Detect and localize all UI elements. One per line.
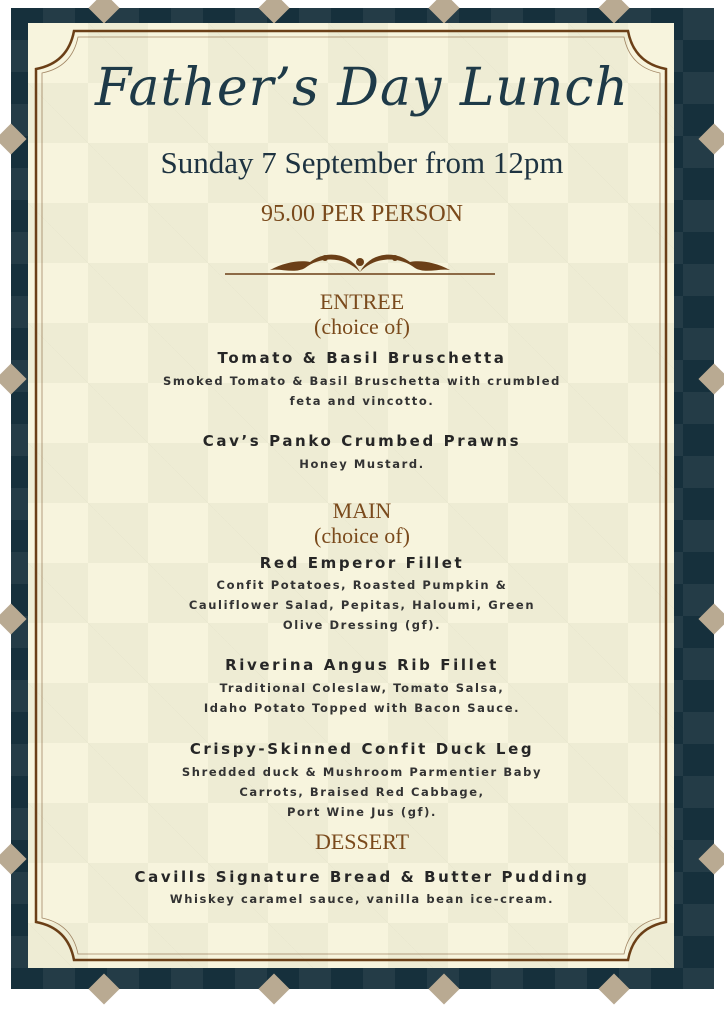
section-heading-entree: ENTREE (319, 289, 405, 314)
dish-description: Idaho Potato Topped with Bacon Sauce. (203, 701, 521, 715)
dish-description: Traditional Coleslaw, Tomato Salsa, (219, 681, 505, 695)
dish-name: Cavills Signature Bread & Butter Pudding (134, 868, 590, 886)
section-heading-main: MAIN (332, 498, 392, 523)
dish-description: Whiskey caramel sauce, vanilla bean ice-cream. (169, 892, 555, 906)
dish-description: Cauliflower Salad, Pepitas, Haloumi, Green (188, 598, 536, 612)
dish-name: Riverina Angus Rib Fillet (225, 656, 499, 674)
border-diamond (88, 0, 119, 24)
section-heading-dessert: DESSERT (314, 829, 410, 854)
dish-name: Cav’s Panko Crumbed Prawns (202, 432, 522, 450)
dish-description: Shredded duck & Mushroom Parmentier Baby (181, 765, 543, 779)
event-date: Sunday 7 September from 12pm (160, 145, 564, 180)
border-diamond (428, 973, 459, 1004)
dish-description: Confit Potatoes, Roasted Pumpkin & (216, 578, 508, 592)
border-diamond (258, 973, 289, 1004)
section-subheading-main: (choice of) (314, 523, 410, 548)
dish-description: Carrots, Braised Red Cabbage, (239, 785, 485, 799)
dish-description: feta and vincotto. (289, 394, 435, 408)
dish-name: Red Emperor Fillet (259, 554, 465, 572)
border-diamond (428, 0, 459, 24)
dish-description: Smoked Tomato & Basil Bruschetta with crumbled (163, 374, 561, 388)
border-diamond (598, 973, 629, 1004)
border-diamond (258, 0, 289, 24)
dish-name: Crispy-Skinned Confit Duck Leg (189, 740, 535, 758)
dish-description: Honey Mustard. (299, 457, 425, 471)
dish-description: Olive Dressing (gf). (282, 618, 442, 632)
border-diamond (88, 973, 119, 1004)
menu-title: Father’s Day Lunch (94, 58, 630, 118)
border-diamond (598, 0, 629, 24)
dish-description: Port Wine Jus (gf). (287, 805, 437, 819)
dish-name: Tomato & Basil Bruschetta (217, 349, 507, 367)
price-per-person: 95.00 PER PERSON (260, 201, 464, 227)
floral-divider-ornament (225, 248, 495, 280)
section-subheading-entree: (choice of) (314, 314, 410, 339)
